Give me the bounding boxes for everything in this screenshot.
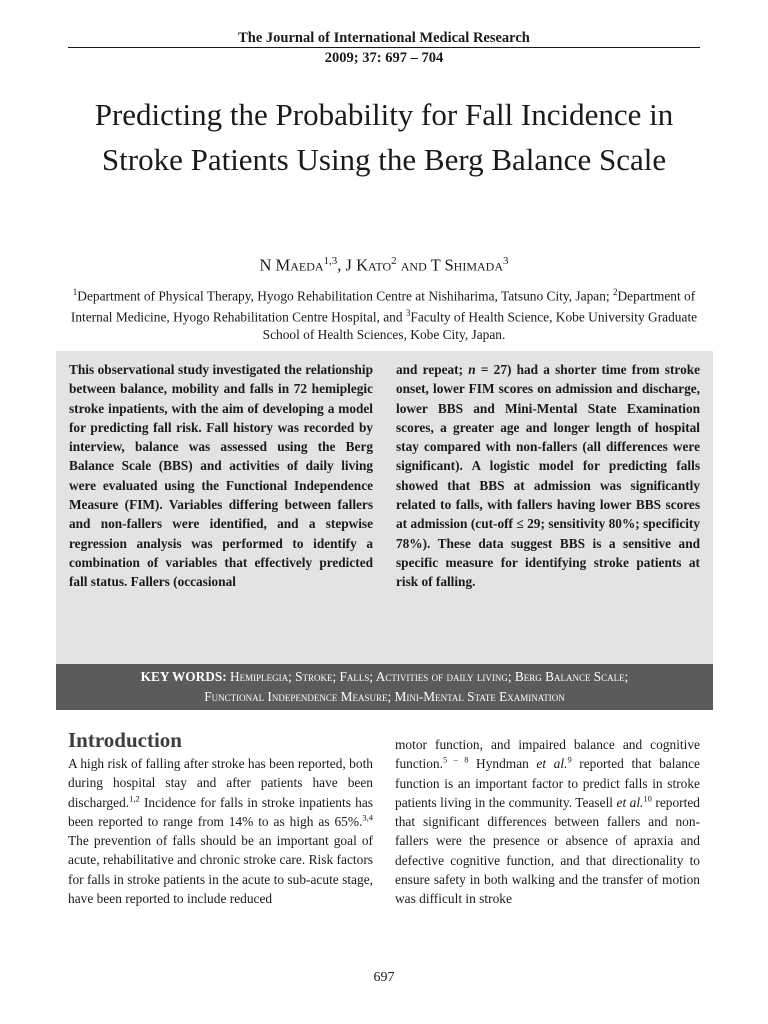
article-title: Predicting the Probability for Fall Incidence in Stroke Patients Using the Berg Balance Scale xyxy=(94,97,674,177)
abstract-right-column xyxy=(396,360,700,592)
keywords-line xyxy=(56,667,713,687)
abstract-text: = 27) had a shorter time from stroke onset, lower FIM scores on admission and discharge, lower BBS and Mini-Mental State Examination scores, a greater age and longer length of hospital stay compared with non-fallers (all differences were significant). A logistic model for predicting falls showed that BBS at admission was significantly related to falls, with fallers having lower BBS scores at admission (cut-off ≤ 29; sensitivity 80%; specificity 78%). These data suggest BBS is a sensitive and specific measure for identifying stroke patients at risk of falling. xyxy=(396,362,701,590)
citation-mark: 5 – 8 xyxy=(442,754,469,765)
author-affiliation-mark: 2 xyxy=(391,255,397,267)
page-number: 697 xyxy=(373,970,395,985)
author-separator: , xyxy=(337,255,346,275)
intro-right-column xyxy=(395,735,700,909)
body-text: The prevention of falls should be an important goal of acute, rehabilitative and chronic stroke care. Risk factors for falls in stroke patients in the acute to sub-acute stage, have been reported to include reduced xyxy=(68,833,373,907)
author-name: N Maeda xyxy=(259,255,324,275)
affiliation-mark: 1 xyxy=(72,287,78,297)
journal-name: The Journal of International Medical Research xyxy=(238,30,530,46)
abstract-box xyxy=(56,351,713,664)
intro-left-column xyxy=(68,754,373,908)
citation-mark: 10 xyxy=(643,793,652,804)
header-rule xyxy=(68,47,700,48)
body-text-italic: et al. xyxy=(536,756,568,772)
keywords-label: KEY WORDS: xyxy=(140,669,231,684)
affiliation-text: Department of Internal Medicine, Hyogo Rehabilitation Centre Hospital, and xyxy=(70,288,696,325)
author-affiliation-mark: 1,3 xyxy=(323,255,338,267)
body-text: reported that significant differences between fallers and non-fallers were the presence or absence of apraxia and defective cognitive function, and that directionality to ensure safety in both walking and the transfer of motion was difficult in stroke xyxy=(395,794,700,907)
body-text-italic: et al. xyxy=(616,794,644,810)
keywords-list: Functional Independence Measure; Mini-Mental State Examination xyxy=(204,689,565,704)
citation-mark: 1,2 xyxy=(129,793,140,804)
author-list xyxy=(68,250,700,277)
affiliation-text: Department of Physical Therapy, Hyogo Rehabilitation Centre at Nishiharima, Tatsuno City, Japan; xyxy=(77,288,613,304)
author-name: J Kato xyxy=(345,255,392,275)
author-affiliation-mark: 3 xyxy=(503,255,509,267)
body-text: Incidence for falls in stroke inpatients has been reported to range from 14% to as high as 65%. xyxy=(68,794,373,829)
affiliation-mark: 2 xyxy=(612,287,618,297)
abstract-left-column: This observational study investigated the relationship between balance, mobility and falls in 72 hemiplegic stroke inpatients, with the aim of developing a model for predicting fall risk. Fall history was recorded by interview, balance was assessed using the Berg Balance Scale (BBS) and activities of daily living were evaluated using the Functional Independence Measure (FIM). Variables differing between fallers and non-fallers were identified, and a stepwise regression analysis was performed to identify a combination of variables that effectively predicted fall status. Fallers (occasional xyxy=(69,362,373,590)
keywords-bar xyxy=(56,664,713,710)
body-text: motor function, and impaired balance and cognitive function. xyxy=(395,737,700,772)
affiliation-text: Faculty of Health Science, Kobe University Graduate School of Health Sciences, Kobe City, Japan. xyxy=(262,309,698,343)
citation-mark: 9 xyxy=(567,754,572,765)
body-text: A high risk of falling after stroke has been reported, both during hospital stay and after patients have been discharged. xyxy=(68,756,373,810)
journal-volume: 2009; 37: 697 – 704 xyxy=(324,50,444,66)
author-name: T Shimada xyxy=(430,255,503,275)
section-heading: Introduction xyxy=(68,728,182,752)
abstract-text: and repeat; xyxy=(396,362,469,377)
affiliation-mark: 3 xyxy=(405,308,411,319)
keywords-list: Hemiplegia; Stroke; Falls; Activities of daily living; Berg Balance Scale; xyxy=(230,669,629,684)
body-text: Hyndman xyxy=(468,756,537,772)
citation-mark: 3,4 xyxy=(362,812,373,823)
affiliations xyxy=(68,284,700,344)
abstract-italic-n: n xyxy=(468,362,476,377)
author-separator: and xyxy=(396,255,431,275)
body-text: reported that balance function is an important factor to predict falls in stroke patients living in the community. Teasell xyxy=(395,756,700,810)
